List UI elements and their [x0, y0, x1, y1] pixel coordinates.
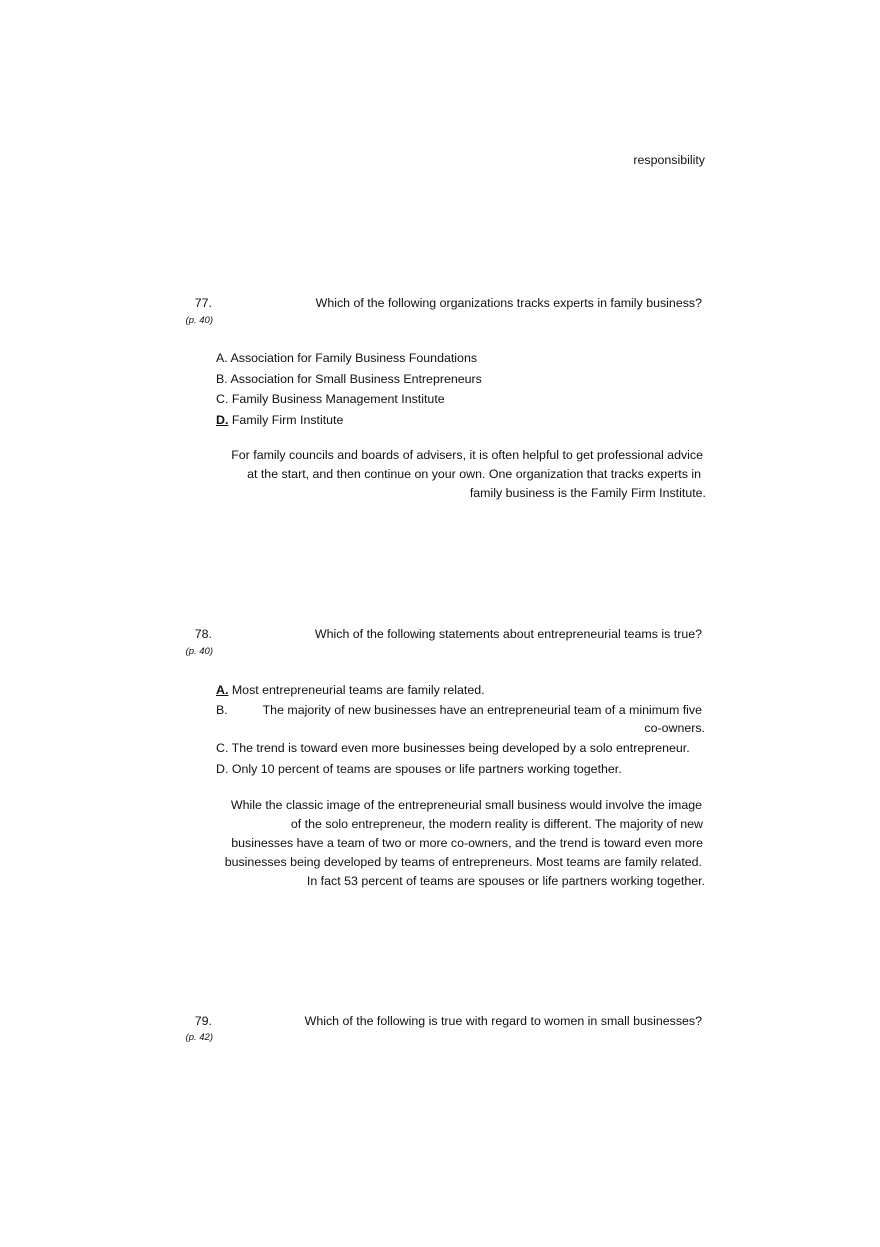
option-text-continued: co-owners.	[644, 721, 705, 735]
option-letter: B.	[216, 703, 228, 717]
option-text: Family Firm Institute	[231, 413, 344, 427]
question-text: Which of the following organizations tracks experts in family business?	[315, 296, 702, 310]
option-letter: B.	[216, 372, 228, 386]
explanation-line: While the classic image of the entrepreneurial small business would involve the image	[230, 798, 702, 812]
question-text: Which of the following statements about entrepreneurial teams is true?	[314, 627, 702, 641]
answer-option-a	[216, 683, 485, 698]
option-text: Association for Family Business Foundations	[230, 351, 478, 365]
explanation-line: In fact 53 percent of teams are spouses or life partners working together.	[306, 874, 705, 888]
question-text: Which of the following is true with regard to women in small businesses?	[304, 1014, 702, 1028]
option-text: Association for Small Business Entrepreneurs	[230, 372, 482, 386]
option-text: The trend is toward even more businesses being developed by a solo entrepreneur.	[231, 741, 690, 755]
correct-option-letter: A.	[216, 683, 229, 697]
option-letter: C.	[216, 741, 229, 755]
answer-option-b	[216, 703, 228, 718]
option-text: Most entrepreneurial teams are family related.	[231, 683, 485, 697]
option-letter: D.	[216, 762, 229, 776]
explanation-line: businesses have a team of two or more co-owners, and the trend is toward even more	[231, 836, 703, 850]
question-number: 77.	[194, 296, 212, 310]
explanation-line: at the start, and then continue on your own. One organization that tracks experts in	[247, 467, 701, 481]
option-letter: C.	[216, 392, 229, 406]
answer-explanation	[231, 446, 706, 503]
option-text: The majority of new businesses have an entrepreneurial team of a minimum five	[262, 703, 702, 717]
page-reference: (p. 42)	[185, 1032, 213, 1043]
page-reference: (p. 40)	[185, 646, 213, 657]
explanation-line: businesses being developed by teams of entrepreneurs. Most teams are family related.	[224, 855, 702, 869]
explanation-line: family business is the Family Firm Institute.	[469, 486, 706, 500]
answer-option-d	[216, 413, 343, 428]
answer-option-d	[216, 762, 622, 777]
answer-option-c	[216, 741, 690, 756]
option-text: Only 10 percent of teams are spouses or life partners working together.	[231, 762, 622, 776]
continued-text-fragment: responsibility	[633, 153, 705, 167]
answer-explanation	[225, 796, 705, 891]
explanation-line: For family councils and boards of advisers, it is often helpful to get professional advice	[231, 448, 703, 462]
explanation-line: of the solo entrepreneur, the modern reality is different. The majority of new	[290, 817, 703, 831]
answer-option-b	[216, 372, 482, 387]
question-number: 78.	[194, 627, 212, 641]
option-letter: A.	[216, 351, 228, 365]
question-number: 79.	[194, 1014, 212, 1028]
answer-option-c	[216, 392, 445, 407]
correct-option-letter: D.	[216, 413, 229, 427]
option-text: Family Business Management Institute	[231, 392, 445, 406]
answer-option-a	[216, 351, 477, 366]
page-reference: (p. 40)	[185, 315, 213, 326]
